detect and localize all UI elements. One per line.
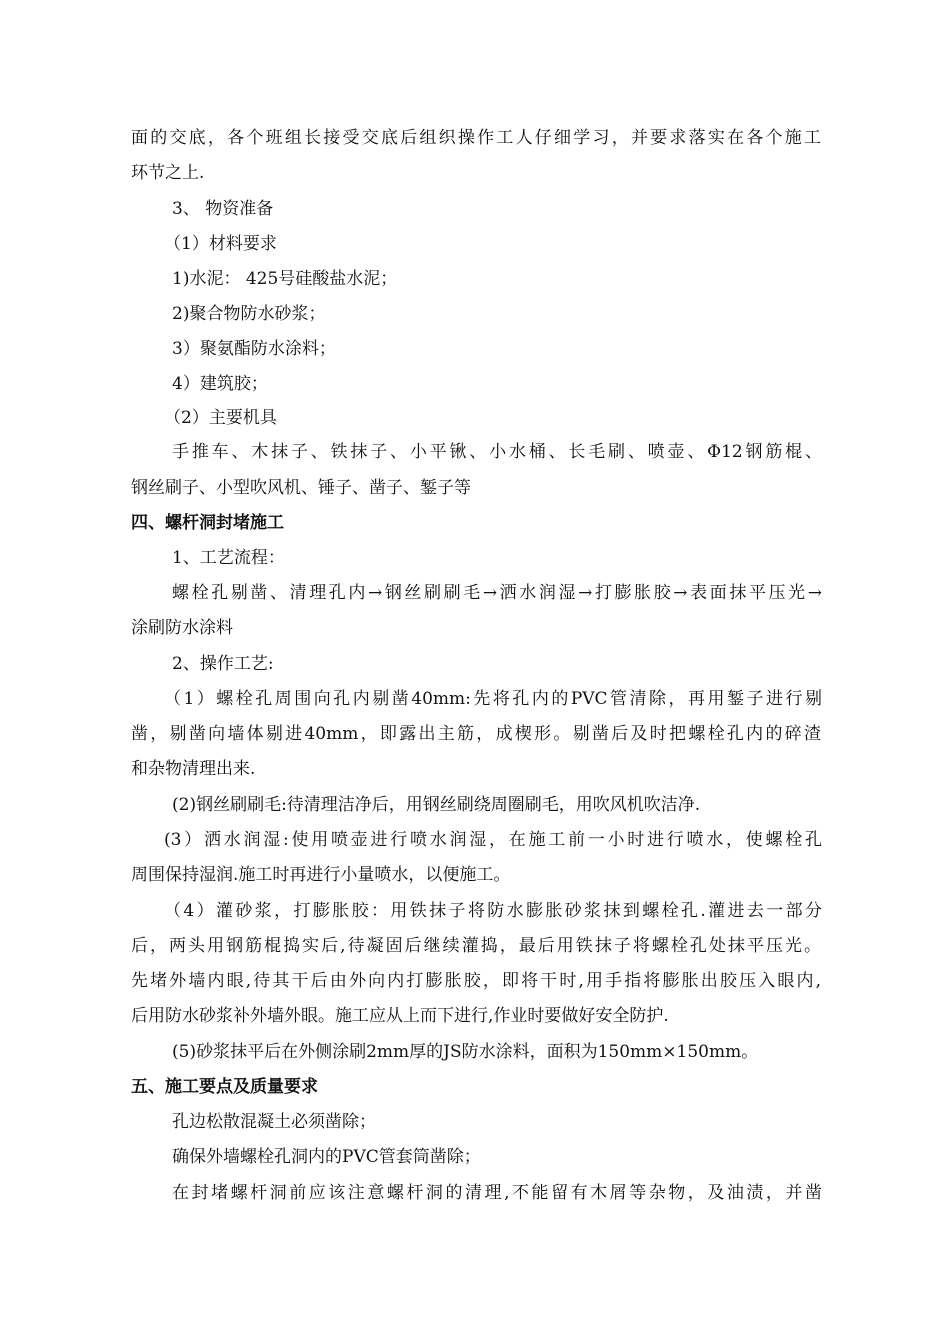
paragraph-line: 周围保持湿润.施工时再进行小量喷水，以便施工。 <box>131 865 511 885</box>
list-item: 4）建筑胶； <box>172 374 268 394</box>
paragraph-line: 后用防水砂浆补外墙外眼。施工应从上而下进行,作业时要做好安全防护. <box>131 1006 669 1026</box>
subsection-heading: （2）主要机具 <box>164 408 277 428</box>
paragraph-line: 凿，剔凿向墙体剔进40mm，即露出主筋，成楔形。剔凿后及时把螺栓孔内的碎渣 <box>131 724 821 744</box>
subsection-heading: 2、操作工艺: <box>172 654 274 674</box>
list-item: 3）聚氨酯防水涂料； <box>172 339 336 359</box>
paragraph-line: 后，两头用钢筋棍捣实后,待凝固后继续灌捣，最后用铁抹子将螺栓孔处抹平压光。 <box>131 936 821 956</box>
paragraph-line: 钢丝刷子、小型吹风机、锤子、凿子、錾子等 <box>131 478 471 498</box>
section-heading-materials: 3、 物资准备 <box>172 199 274 219</box>
list-item: 孔边松散混凝土必须凿除； <box>172 1112 376 1132</box>
list-item: 2)聚合物防水砂浆； <box>172 304 326 324</box>
subsection-heading: （1）材料要求 <box>164 234 277 254</box>
paragraph-line: (2)钢丝刷刷毛:待清理洁净后，用钢丝刷绕周圈刷毛，用吹风机吹洁净. <box>172 795 701 815</box>
paragraph-line: 环节之上. <box>131 163 205 183</box>
paragraph-line: （4）灌砂浆，打膨胀胶：用铁抹子将防水膨胀砂浆抹到螺栓孔.灌进去一部分 <box>164 901 822 921</box>
subsection-heading: 1、工艺流程： <box>172 548 285 568</box>
paragraph-line: （1）螺栓孔周围向孔内剔凿40mm:先将孔内的PVC管清除，再用錾子进行剔 <box>164 689 822 709</box>
paragraph-line: 先堵外墙内眼,待其干后由外向内打膨胀胶，即将干时,用手指将膨胀出胶压入眼内, <box>131 971 821 991</box>
paragraph-line: 面的交底，各个班组长接受交底后组织操作工人仔细学习，并要求落实在各个施工 <box>131 128 821 148</box>
paragraph-line: 螺栓孔剔凿、清理孔内→钢丝刷刷毛→洒水润湿→打膨胀胶→表面抹平压光→ <box>172 583 822 603</box>
paragraph-line: (5)砂浆抹平后在外侧涂刷2mm厚的JS防水涂料，面积为150mm×150mm。 <box>172 1042 759 1062</box>
section-heading: 五、施工要点及质量要求 <box>131 1077 318 1097</box>
list-item: 在封堵螺杆洞前应该注意螺杆洞的清理,不能留有木屑等杂物，及油渍，并凿 <box>172 1183 822 1203</box>
paragraph-line: 涂刷防水涂料 <box>131 618 233 638</box>
list-item: 确保外墙螺栓孔洞内的PVC管套筒凿除； <box>172 1147 481 1167</box>
section-heading: 四、螺杆洞封堵施工 <box>131 513 284 533</box>
paragraph-line: 手推车、木抹子、铁抹子、小平锹、小水桶、长毛刷、喷壶、Φ12钢筋棍、 <box>172 442 822 462</box>
list-item: 1)水泥： 425号硅酸盐水泥； <box>172 269 398 289</box>
paragraph-line: (3）洒水润湿:使用喷壶进行喷水润湿，在施工前一小时进行喷水，使螺栓孔 <box>164 830 822 850</box>
paragraph-line: 和杂物清理出来. <box>131 759 256 779</box>
